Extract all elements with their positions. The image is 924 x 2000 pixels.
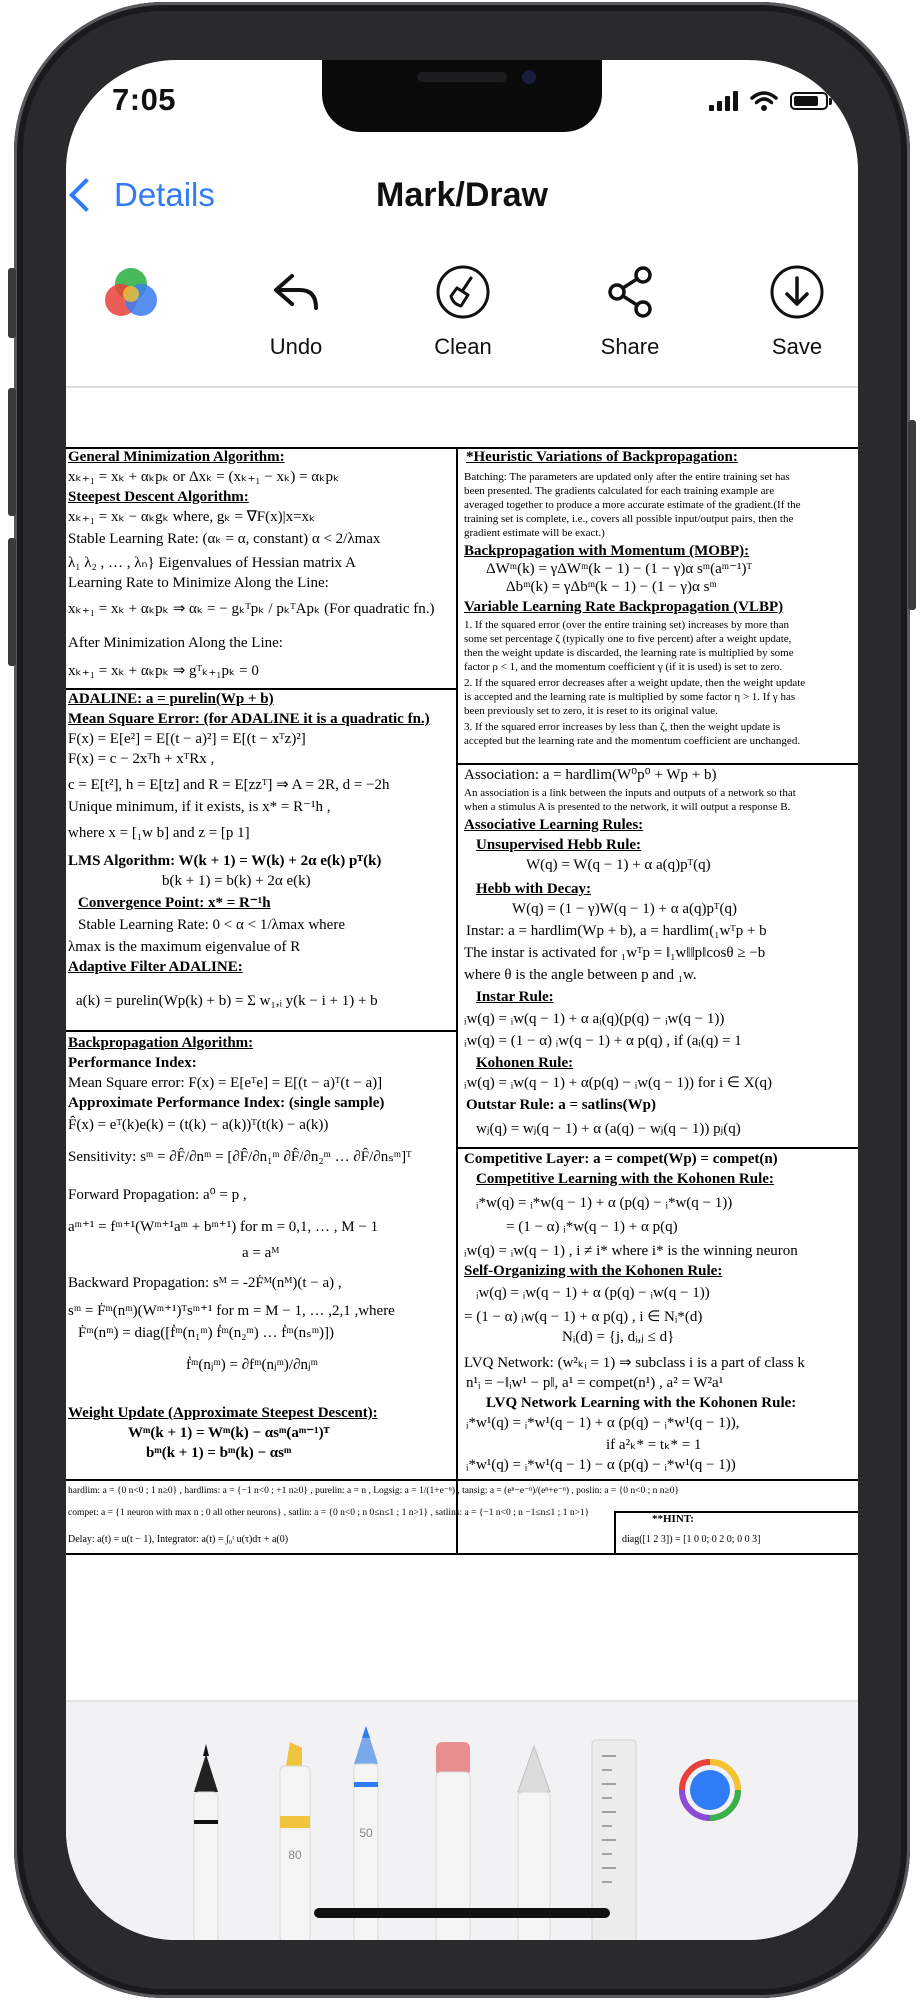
- doc-formula: a = aᴹ: [242, 1245, 280, 1261]
- doc-text: 3. If the squared error increases by less than ζ, then the weight update is: [464, 721, 781, 733]
- doc-text: An association is a link between the inputs and outputs of a network so that: [464, 787, 796, 799]
- share-label: Share: [600, 334, 660, 359]
- doc-formula: = (1 − α) ᵢ*w(q − 1) + α p(q): [506, 1219, 678, 1235]
- doc-text: gradient estimate will be exact.): [464, 527, 605, 539]
- doc-text: some set percentage ζ (typically one to five percent) after a weight update,: [464, 633, 792, 645]
- doc-heading: Variable Learning Rate Backpropagation (VLBP): [464, 599, 784, 615]
- doc-text: then the weight update is discarded, the learning rate is multiplied by some: [464, 647, 794, 659]
- doc-footer-text: compet: a = {1 neuron with max n ; 0 all other neurons} , satlin: a = {0 n<0 ; n 0≤n≤1 ; 1 n>1} , satlins: a = {−1 n<0 ; n −1≤n≤1 ; 1 n>1}: [68, 1508, 590, 1518]
- doc-heading: Performance Index:: [68, 1055, 197, 1071]
- doc-formula: F̂(x) = eᵀ(k)e(k) = (t(k) − a(k))ᵀ(t(k) − a(k)): [68, 1117, 329, 1133]
- page-title: Mark/Draw: [376, 176, 548, 214]
- doc-formula: xₖ₊₁ = xₖ − αₖgₖ where, gₖ = ∇F(x)|x=xₖ: [68, 509, 316, 525]
- doc-footer-text: Delay: a(t) = u(t − 1), Integrator: a(t) = ∫₀ᵗ u(τ)dτ + a(0): [68, 1534, 289, 1545]
- doc-formula: b(k + 1) = b(k) + 2α e(k): [162, 873, 311, 889]
- battery-icon: [790, 92, 828, 110]
- pen-tool[interactable]: [194, 1744, 218, 1940]
- clean-label: Clean: [434, 334, 492, 359]
- doc-heading: LVQ Network Learning with the Kohonen Rule:: [486, 1395, 797, 1411]
- pencil-opacity-label: 50: [359, 1826, 373, 1840]
- doc-heading: Competitive Layer: a = compet(Wp) = compet(n): [464, 1151, 778, 1167]
- mute-switch: [8, 268, 16, 338]
- clean-button[interactable]: [408, 260, 518, 360]
- doc-heading: Backpropagation with Momentum (MOBP):: [464, 543, 750, 559]
- doc-heading: Steepest Descent Algorithm:: [68, 489, 249, 505]
- doc-formula: Nᵢ(d) = {j, dᵢ,ⱼ ≤ d}: [562, 1329, 675, 1345]
- doc-formula: Mean Square error: F(x) = E[eᵀe] = E[(t − a)ᵀ(t − a)]: [68, 1075, 383, 1091]
- download-icon: [769, 264, 825, 320]
- markup-toolbar: [66, 260, 858, 378]
- doc-heading: *Heuristic Variations of Backpropagation:: [466, 449, 738, 465]
- doc-formula: ΔWᵐ(k) = γΔWᵐ(k − 1) − (1 − γ)α sᵐ(aᵐ⁻¹)ᵀ: [486, 561, 752, 577]
- screen: [66, 60, 858, 1940]
- doc-footer-text: hardlim: a = {0 n<0 ; 1 n≥0} , hardlims: a = {−1 n<0 ; +1 n≥0} , purelin: a = n , Logsig: a = 1/(1+e⁻ⁿ) , tansig: a = (eⁿ−e⁻ⁿ)/(eⁿ+e⁻ⁿ) , poslin: a = {0 n<0 ; n n≥0}: [68, 1486, 680, 1496]
- doc-divider-left-1: [66, 688, 456, 690]
- doc-divider-vertical: [456, 447, 458, 1555]
- home-indicator[interactable]: [314, 1908, 610, 1918]
- doc-formula: ḟᵐ(nⱼᵐ) = ∂fᵐ(nⱼᵐ)/∂nⱼᵐ: [186, 1357, 318, 1373]
- doc-formula: aᵐ⁺¹ = fᵐ⁺¹(Wᵐ⁺¹aᵐ + bᵐ⁺¹) for m = 0,1, … , M − 1: [68, 1219, 379, 1235]
- toolbar-divider: [66, 386, 858, 388]
- marker-opacity-label: 80: [288, 1848, 302, 1862]
- doc-heading: Instar Rule:: [476, 989, 554, 1005]
- marker-tool[interactable]: [280, 1742, 310, 1940]
- doc-text: been presented. The gradients calculated for each training example are: [464, 485, 775, 497]
- hint-text: diag([1 2 3]) = [1 0 0; 0 2 0; 0 0 3]: [622, 1534, 761, 1545]
- broom-icon: [435, 264, 491, 320]
- doc-formula: xₖ₊₁ = xₖ + αₖpₖ or Δxₖ = (xₖ₊₁ − xₖ) = αₖpₖ: [68, 469, 340, 485]
- doc-divider-right-2: [456, 1147, 858, 1149]
- front-camera: [522, 70, 536, 84]
- doc-text: After Minimization Along the Line:: [68, 635, 283, 651]
- doc-heading: Associative Learning Rules:: [464, 817, 644, 833]
- doc-heading: Weight Update (Approximate Steepest Descent):: [68, 1405, 378, 1421]
- doc-heading: General Minimization Algorithm:: [68, 449, 285, 465]
- doc-text: averaged together to produce a more accurate estimate of the gradient.(If the: [464, 499, 801, 511]
- doc-formula: ᵢw(q) = ᵢw(q − 1) + α(p(q) − ᵢw(q − 1)) for i ∈ X(q): [464, 1075, 773, 1091]
- wifi-icon: [750, 90, 778, 112]
- doc-formula: Outstar Rule: a = satlins(Wp): [466, 1097, 656, 1113]
- doc-formula: ᵢ*w¹(q) = ᵢ*w¹(q − 1) − α (p(q) − ᵢ*w¹(q − 1)): [466, 1457, 736, 1473]
- doc-heading: Backpropagation Algorithm:: [68, 1035, 254, 1051]
- doc-text: training set is complete, i.e., covers all possible input/output pairs, then the: [464, 513, 794, 525]
- doc-formula: wⱼ(q) = wⱼ(q − 1) + α (a(q) − wⱼ(q − 1)) pⱼ(q): [476, 1121, 741, 1137]
- doc-text: 1. If the squared error (over the entire training set) increases by more than: [464, 619, 789, 631]
- undo-label: Undo: [269, 334, 323, 359]
- doc-formula: xₖ₊₁ = xₖ + αₖpₖ ⇒ gᵀₖ₊₁pₖ = 0: [68, 663, 259, 679]
- doc-formula: if a²ₖ* = tₖ* = 1: [606, 1437, 702, 1453]
- doc-formula: Stable Learning Rate: 0 < α < 1/λmax where: [78, 917, 345, 933]
- doc-text: is accepted and the learning rate is multiplied by some factor η > 1. If γ has: [464, 691, 796, 703]
- doc-text: 2. If the squared error decreases after a weight update, then the weight update: [464, 677, 806, 689]
- save-button[interactable]: [742, 260, 852, 360]
- doc-divider-left-2: [66, 1030, 456, 1032]
- tool-picker: [66, 1700, 858, 1940]
- doc-formula: n¹ᵢ = −‖ᵢw¹ − p‖, a¹ = compet(n¹) , a² = W²a¹: [466, 1375, 724, 1391]
- doc-formula: ᵢw(q) = ᵢw(q − 1) + α aᵢ(q)(p(q) − ᵢw(q − 1)): [464, 1011, 725, 1027]
- share-button[interactable]: [575, 260, 685, 360]
- doc-formula: ᵢ*w¹(q) = ᵢ*w¹(q − 1) + α (p(q) − ᵢ*w¹(q − 1)),: [466, 1415, 740, 1431]
- doc-text: been previously set to zero, it is reset to its original value.: [464, 705, 718, 717]
- status-time: 7:05: [112, 82, 177, 117]
- doc-heading: Mean Square Error: (for ADALINE it is a quadratic fn.): [68, 711, 430, 727]
- doc-heading: Self-Organizing with the Kohonen Rule:: [464, 1263, 723, 1279]
- speaker-grille: [417, 72, 507, 82]
- hint-title: **HINT:: [652, 1513, 694, 1525]
- doc-formula: The instar is activated for ₁wᵀp = ‖₁w‖‖p‖cosθ ≥ −b: [464, 945, 766, 961]
- volume-up-button: [8, 388, 16, 516]
- doc-heading: Kohonen Rule:: [476, 1055, 574, 1071]
- doc-divider-right-1: [456, 763, 858, 765]
- doc-formula: Sensitivity: sᵐ = ∂F̂/∂nᵐ = [∂F̂/∂n₁ᵐ ∂F̂/∂n₂ᵐ … ∂F̂/∂nₛᵐ]ᵀ: [68, 1149, 412, 1165]
- share-icon: [605, 265, 655, 319]
- back-label: Details: [114, 176, 215, 213]
- doc-heading: Adaptive Filter ADALINE:: [68, 959, 243, 975]
- color-wheel-button[interactable]: [682, 1762, 738, 1818]
- doc-formula: xₖ₊₁ = xₖ + αₖpₖ ⇒ αₖ = − gₖᵀpₖ / pₖᵀApₖ (For quadratic fn.): [68, 601, 435, 617]
- doc-formula: Wᵐ(k + 1) = Wᵐ(k) − αsᵐ(aᵐ⁻¹)ᵀ: [128, 1425, 330, 1441]
- doc-heading: Convergence Point: x* = R⁻¹h: [78, 895, 271, 911]
- doc-text: accepted but the learning rate and the momentum coefficient are unchanged.: [464, 735, 801, 747]
- notch: [322, 60, 602, 132]
- doc-text: where θ is the angle between p and ₁w.: [464, 967, 697, 983]
- doc-text: factor ρ < 1, and the momentum coefficient γ (if it is used) is set to zero.: [464, 661, 783, 673]
- doc-heading: Hebb with Decay:: [476, 881, 591, 897]
- doc-formula: Stable Learning Rate: (αₖ = α, constant) α < 2/λmax: [68, 531, 381, 547]
- doc-formula: F(x) = E[e²] = E[(t − a)²] = E[(t − xᵀz)²]: [68, 731, 306, 747]
- tool-picker-tools: [66, 1700, 858, 1940]
- doc-formula: LMS Algorithm: W(k + 1) = W(k) + 2α e(k) pᵀ(k): [68, 853, 382, 869]
- cellular-signal-icon: [709, 91, 738, 111]
- doc-heading: Competitive Learning with the Kohonen Rule:: [476, 1171, 774, 1187]
- doc-text: λmax is the maximum eigenvalue of R: [68, 939, 301, 955]
- doc-formula: a(k) = purelin(Wp(k) + b) = Σ w₁,ᵢ y(k − i + 1) + b: [76, 993, 378, 1009]
- doc-text: λ₁ λ₂ , … , λₙ} Eigenvalues of Hessian matrix A: [68, 555, 356, 571]
- doc-formula: W(q) = (1 − γ)W(q − 1) + α a(q)pᵀ(q): [512, 901, 737, 917]
- volume-down-button: [8, 538, 16, 666]
- doc-formula: ᵢw(q) = ᵢw(q − 1) + α (p(q) − ᵢw(q − 1)): [476, 1285, 710, 1301]
- doc-formula: Association: a = hardlim(W⁰p⁰ + Wp + b): [464, 767, 717, 783]
- doc-text: Learning Rate to Minimize Along the Line:: [68, 575, 329, 591]
- undo-icon: [270, 270, 322, 314]
- color-circles-icon: [101, 262, 161, 322]
- doc-text: when a stimulus A is presented to the network, it will output a response B.: [464, 801, 791, 813]
- doc-formula: ᵢw(q) = (1 − α) ᵢw(q − 1) + α p(q) , if (aᵢ(q) = 1: [464, 1033, 742, 1049]
- doc-heading: Approximate Performance Index: (single sample): [68, 1095, 385, 1111]
- doc-formula: ᵢw(q) = ᵢw(q − 1) , i ≠ i* where i* is the winning neuron: [464, 1243, 798, 1259]
- doc-formula: sᵐ = Ḟᵐ(nᵐ)(Wᵐ⁺¹)ᵀsᵐ⁺¹ for m = M − 1, … ,2,1 ,where: [68, 1303, 395, 1319]
- status-icons: [709, 90, 828, 112]
- doc-formula: W(q) = W(q − 1) + α a(q)pᵀ(q): [526, 857, 711, 873]
- doc-heading: Unsupervised Hebb Rule:: [476, 837, 642, 853]
- doc-divider-hint-top: [614, 1511, 858, 1513]
- doc-formula: Δbᵐ(k) = γΔbᵐ(k − 1) − (1 − γ)α sᵐ: [506, 579, 717, 595]
- doc-formula: c = E[t²], h = E[tz] and R = E[zzᵀ] ⇒ A = 2R, d = −2h: [68, 777, 390, 793]
- save-label: Save: [771, 334, 823, 359]
- doc-formula: Backward Propagation: sᴹ = -2Ḟᴹ(nᴹ)(t − a) ,: [68, 1275, 342, 1291]
- doc-divider-hint: [614, 1511, 616, 1555]
- doc-formula: Forward Propagation: a⁰ = p ,: [68, 1187, 247, 1203]
- power-button: [908, 420, 916, 610]
- undo-button[interactable]: [241, 260, 351, 360]
- doc-formula: Instar: a = hardlim(Wp + b), a = hardlim(₁wᵀp + b: [466, 923, 767, 939]
- doc-formula: = (1 − α) ᵢw(q − 1) + α p(q) , i ∈ Nᵢ*(d): [464, 1309, 703, 1325]
- doc-divider-footer: [66, 1479, 858, 1481]
- doc-text: Batching: The parameters are updated only after the entire training set has: [464, 471, 790, 483]
- doc-border-bottom: [66, 1553, 858, 1555]
- doc-formula: bᵐ(k + 1) = bᵐ(k) − αsᵐ: [146, 1445, 292, 1461]
- doc-formula: F(x) = c − 2xᵀh + xᵀRx ,: [68, 751, 215, 767]
- doc-formula: ᵢ*w(q) = ᵢ*w(q − 1) + α (p(q) − ᵢ*w(q − 1)): [476, 1195, 733, 1211]
- doc-formula: where x = [₁w b] and z = [p 1]: [68, 825, 250, 841]
- doc-formula: Unique minimum, if it exists, is x* = R⁻¹h ,: [68, 799, 331, 815]
- color-picker-button[interactable]: [76, 260, 186, 324]
- doc-formula: Ḟᵐ(nᵐ) = diag([ḟᵐ(n₁ᵐ) ḟᵐ(n₂ᵐ) … ḟᵐ(nₛᵐ)]): [78, 1325, 335, 1341]
- document-canvas[interactable]: [66, 445, 858, 1555]
- doc-heading: ADALINE: a = purelin(Wp + b): [68, 691, 274, 707]
- doc-formula: LVQ Network: (w²ₖᵢ = 1) ⇒ subclass i is a part of class k: [464, 1355, 805, 1371]
